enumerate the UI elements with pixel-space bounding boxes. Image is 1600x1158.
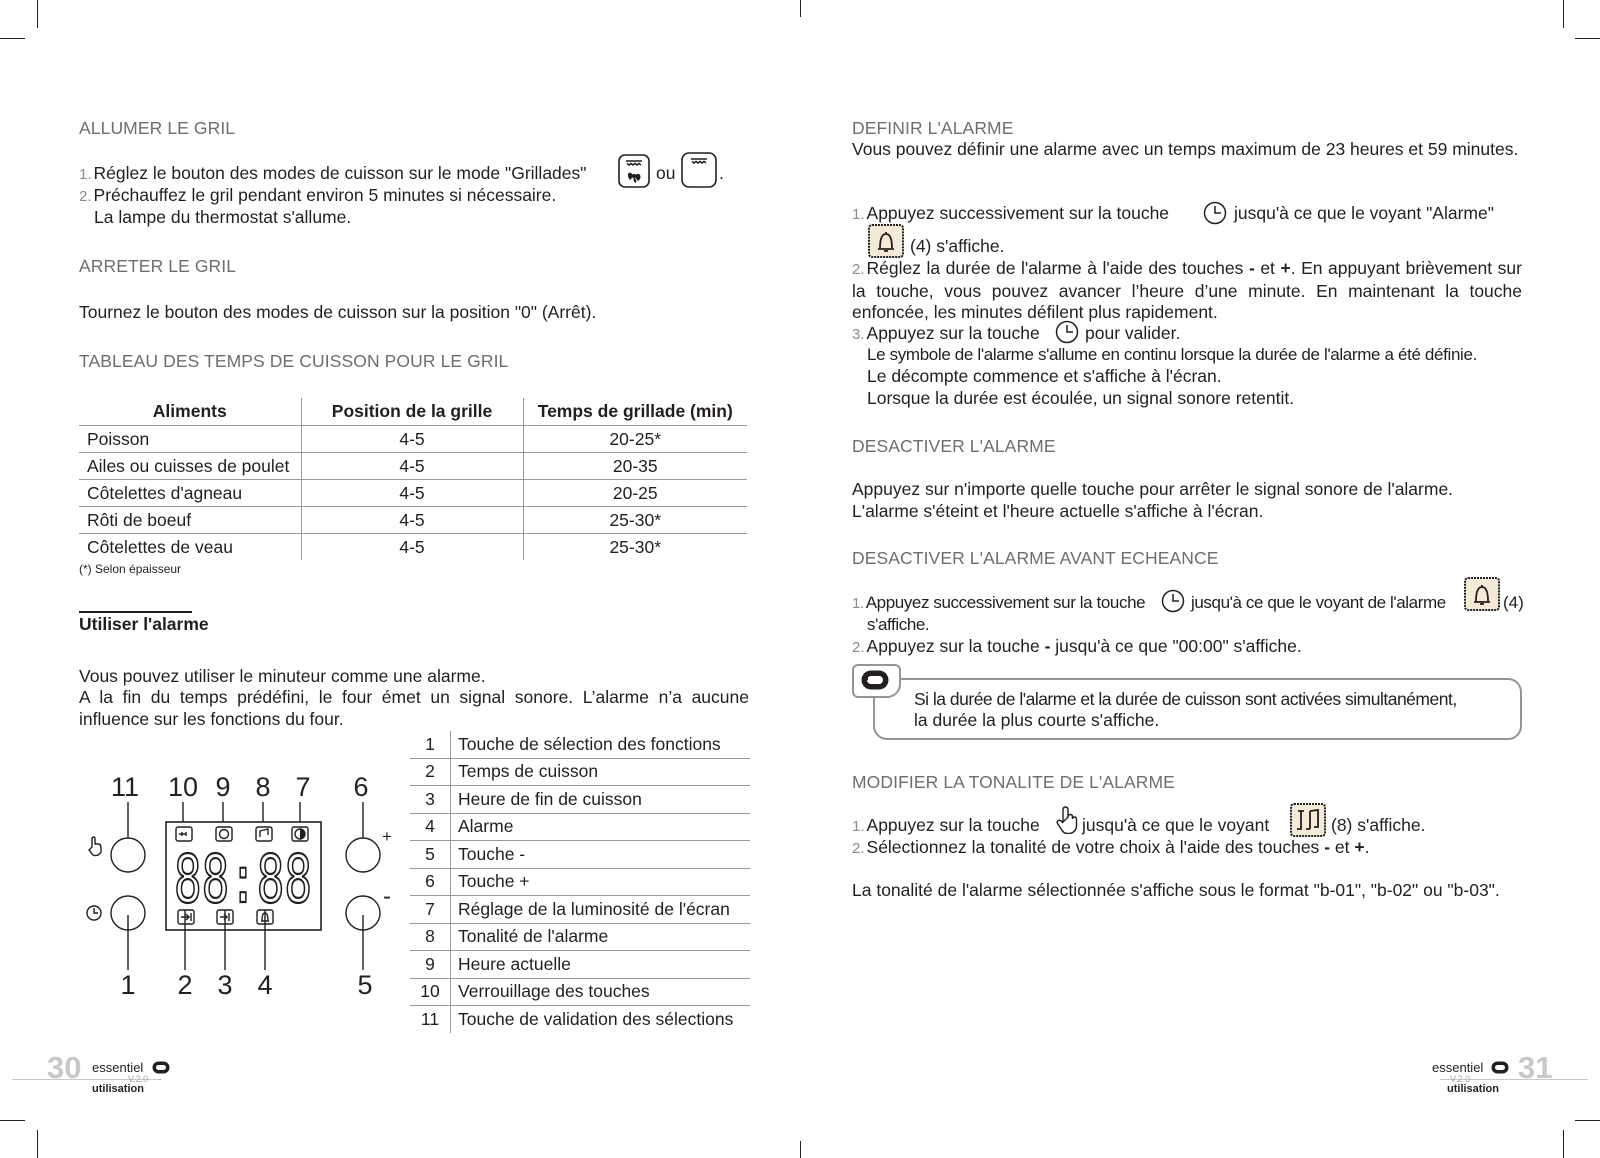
plus-key: + (1354, 837, 1365, 857)
step-number: 3. (852, 326, 865, 343)
legend-number: 10 (410, 978, 451, 1006)
legend-row (410, 923, 750, 951)
minus-key: - (1044, 636, 1051, 656)
step-text: Réglez la durée de l'alarme à l'aide des touches (866, 258, 1244, 278)
label-11: 11 (110, 772, 140, 802)
legend-number: 2 (410, 758, 451, 786)
label-1: 1 (120, 970, 136, 1000)
step-text: Appuyez successivement sur la touche (865, 593, 1146, 612)
step-text: Sélectionnez la tonalité de votre choix à l'aide des touches (866, 837, 1320, 857)
legend-number: 11 (410, 1006, 451, 1033)
table-header-row (79, 398, 747, 426)
legend-number: 7 (410, 896, 451, 924)
legend-row (410, 951, 750, 979)
brand-logo-icon (152, 1061, 170, 1079)
label-5: 5 (357, 970, 373, 1000)
step-number: 2. (852, 639, 865, 656)
legend-row (410, 786, 750, 814)
crop-mark (800, 1141, 801, 1158)
tonalite-step-1-b: jusqu'à ce que le voyant (1082, 815, 1270, 835)
crop-mark (37, 1130, 38, 1158)
definir-step-3 (852, 323, 1040, 346)
step-text: Appuyez sur la touche (866, 323, 1040, 343)
tonalite-step-2 (852, 837, 1369, 860)
avant-step-2 (852, 636, 1302, 659)
desactiver-line-2: L'alarme s'éteint et l'heure actuelle s'affiche à l'écran. (852, 501, 1264, 521)
avant-step-1-c: (4) (1503, 593, 1524, 612)
table-cell: 4-5 (301, 453, 523, 480)
crop-mark (1575, 1120, 1600, 1121)
tonalite-step-1-c: (8) s'affiche. (1331, 815, 1426, 835)
table-cell: 25-30* (523, 534, 747, 561)
section-label: utilisation (1447, 1083, 1499, 1095)
legend-number: 4 (410, 813, 451, 841)
tonalite-step-1 (852, 815, 1040, 838)
legend-row (410, 813, 750, 841)
version: V.2.0 (128, 1074, 149, 1084)
clock-icon (1161, 589, 1185, 618)
legend-number: 3 (410, 786, 451, 814)
legend-row (410, 731, 750, 758)
table-row (79, 534, 747, 561)
table-row (79, 507, 747, 534)
heading-definir: DEFINIR L'ALARME (852, 118, 1014, 138)
heading-tonalite: MODIFIER LA TONALITE DE L'ALARME (852, 772, 1175, 792)
table-cell: Rôti de boeuf (79, 507, 301, 534)
legend-label: Heure actuelle (451, 951, 751, 979)
crop-mark (1563, 0, 1564, 28)
table-cell: 25-30* (523, 507, 747, 534)
legend-label: Réglage de la luminosité de l'écran (451, 896, 751, 924)
label-6: 6 (353, 772, 369, 802)
version: V.2.0 (1450, 1074, 1471, 1084)
table-cell: Poisson (79, 426, 301, 453)
table-footnote: (*) Selon épaisseur (79, 562, 182, 576)
table-cell: Côtelettes d'agneau (79, 480, 301, 507)
minus-key: - (1248, 258, 1255, 278)
seven-segment-display: 88:88 (174, 841, 312, 918)
step-text: Réglez le bouton des modes de cuisson sur le mode "Grillades" (93, 163, 587, 183)
legend-label: Verrouillage des touches (451, 978, 751, 1006)
label-10: 10 (167, 772, 199, 802)
table-row (79, 426, 747, 453)
legend-number: 8 (410, 923, 451, 951)
minus-key: - (1324, 837, 1331, 857)
label-2: 2 (177, 970, 193, 1000)
legend-label: Touche - (451, 841, 751, 869)
brand-name: essentiel (92, 1060, 144, 1075)
label-3: 3 (217, 970, 233, 1000)
legend-row (410, 868, 750, 896)
step-end: . (1364, 837, 1370, 857)
hand-icon-diagram (89, 837, 101, 856)
step-text-cont: jusqu'à ce que "00:00" s'affiche. (1055, 636, 1302, 656)
heading-utiliser: Utiliser l'alarme (79, 614, 209, 634)
control-panel-diagram (80, 765, 410, 1005)
table-cell: 20-25* (523, 426, 747, 453)
legend-label: Alarme (451, 813, 751, 841)
step-1-end: . (719, 163, 724, 183)
avant-step-1 (852, 592, 1145, 615)
definir-step-3-b: pour valider. (1085, 323, 1181, 343)
label-7: 7 (295, 772, 311, 802)
definir-step-3-line-4: Lorsque la durée est écoulée, un signal sonore retentit. (867, 388, 1295, 408)
table-cell: 4-5 (301, 507, 523, 534)
desactiver-line-1: Appuyez sur n'importe quelle touche pour arrêter le signal sonore de l'alarme. (852, 479, 1454, 499)
table-row (79, 453, 747, 480)
page-number: 31 (1518, 1050, 1553, 1085)
table-row (79, 480, 747, 507)
table-header: Position de la grille (301, 398, 523, 426)
section-rule (79, 611, 192, 613)
legend-row (410, 896, 750, 924)
table-cell: Ailes ou cuisses de poulet (79, 453, 301, 480)
step-text-cont: . En appuyant brièvement sur la touche, vous pouvez avancer l’heure d’une minute. En maintenant la touche enfoncée, les minutes défilent plus rapidement. (852, 258, 1522, 322)
hand-icon (1056, 806, 1078, 839)
step-text: Appuyez successivement sur la touche (866, 203, 1170, 223)
crop-mark (800, 0, 801, 17)
legend-label: Touche de sélection des fonctions (451, 731, 751, 758)
diagram-legend-table (410, 731, 750, 1033)
heading-avant-echeance: DESACTIVER L'ALARME AVANT ECHEANCE (852, 548, 1219, 568)
step-number: 1. (852, 595, 864, 612)
heading-desactiver: DESACTIVER L'ALARME (852, 436, 1056, 456)
step-number: 1. (852, 818, 865, 835)
table-cell: 4-5 (301, 426, 523, 453)
step-number: 2. (79, 188, 92, 205)
crop-mark (0, 1120, 25, 1121)
definir-step-3-line-2: Le symbole de l'alarme s'allume en continu lorsque la durée de l'alarme a été définie. (867, 345, 1477, 364)
step-number: 2. (852, 840, 865, 857)
brand-logo-icon (861, 670, 889, 695)
brand-logo-icon (1491, 1061, 1509, 1079)
legend-label: Heure de fin de cuisson (451, 786, 751, 814)
legend-row (410, 758, 750, 786)
table-header: Temps de grillade (min) (523, 398, 747, 426)
table-cell: 4-5 (301, 534, 523, 561)
definir-step-3-line-3: Le décompte commence et s'affiche à l'écran. (867, 366, 1222, 386)
note-line-2: la durée la plus courte s'affiche. (914, 710, 1160, 730)
plus-key: + (1280, 258, 1291, 278)
cooking-time-table (79, 398, 747, 560)
table-cell: Côtelettes de veau (87, 536, 233, 557)
table-cell: 20-25 (523, 480, 747, 507)
intro-line-2: A la fin du temps prédéfini, le four émet un signal sonore. L’alarme n’a aucune influence sur les fonctions du four. (79, 687, 749, 729)
step-2-continued: La lampe du thermostat s'allume. (94, 207, 352, 227)
and-text: et (1334, 837, 1350, 857)
intro-line-1: Vous pouvez utiliser le minuteur comme une alarme. (79, 666, 486, 686)
legend-row (410, 841, 750, 869)
step-number: 1. (79, 166, 92, 183)
avant-step-1-d: s'affiche. (867, 615, 930, 634)
brand-name: essentiel (1432, 1060, 1484, 1075)
step-1-or: ou (656, 163, 676, 183)
note-line-1: Si la durée de l'alarme et la durée de cuisson sont activées simultanément, (914, 689, 1457, 709)
clock-icon (1203, 201, 1227, 230)
and-text: et (1260, 258, 1275, 278)
table-cell: 20-35 (523, 453, 747, 480)
heading-allumer: ALLUMER LE GRIL (79, 118, 236, 138)
definir-intro: Vous pouvez définir une alarme avec un temps maximum de 23 heures et 59 minutes. (852, 139, 1519, 159)
step-number: 2. (852, 261, 865, 278)
arreter-text: Tournez le bouton des modes de cuisson sur la position "0" (Arrêt). (79, 302, 597, 322)
page-number: 30 (47, 1050, 82, 1085)
minus-sign: - (383, 883, 391, 910)
legend-number: 5 (410, 841, 451, 869)
step-text: Appuyez sur la touche (866, 636, 1040, 656)
legend-row (410, 978, 750, 1006)
legend-number: 6 (410, 868, 451, 896)
legend-label: Touche de validation des sélections (458, 1008, 734, 1029)
legend-number: 9 (410, 951, 451, 979)
definir-step-1-b: jusqu'à ce que le voyant "Alarme" (1234, 203, 1494, 223)
definir-step-1-c: (4) s'affiche. (910, 236, 1005, 256)
definir-step-2 (852, 258, 1522, 324)
plus-sign: + (382, 827, 392, 846)
label-4: 4 (257, 970, 273, 1000)
avant-step-1-b: jusqu'à ce que le voyant de l'alarme (1191, 593, 1446, 612)
label-8: 8 (255, 772, 271, 802)
heading-tableau: TABLEAU DES TEMPS DE CUISSON POUR LE GRIL (79, 351, 509, 371)
step-text: Appuyez sur la touche (866, 815, 1040, 835)
legend-label: Tonalité de l'alarme (451, 923, 751, 951)
tonalite-format: La tonalité de l'alarme sélectionnée s'affiche sous le format "b-01", "b-02" ou "b-03". (852, 880, 1500, 900)
heading-arreter: ARRETER LE GRIL (79, 256, 237, 276)
crop-mark (0, 38, 25, 39)
crop-mark (1575, 38, 1600, 39)
legend-label: Touche + (451, 868, 751, 896)
section-label: utilisation (92, 1083, 144, 1095)
alarm-bell-icon (1464, 577, 1500, 616)
knob-6 (346, 838, 380, 872)
table-cell: 4-5 (301, 480, 523, 507)
label-9: 9 (215, 772, 231, 802)
legend-number: 1 (410, 731, 451, 758)
legend-label: Temps de cuisson (451, 758, 751, 786)
legend-row (410, 1006, 750, 1033)
crop-mark (1563, 1130, 1564, 1158)
knob-11 (111, 838, 145, 872)
crop-mark (37, 0, 38, 28)
table-header: Aliments (79, 398, 301, 426)
step-text: Préchauffez le gril pendant environ 5 minutes si nécessaire. (93, 185, 557, 205)
step-number: 1. (852, 206, 865, 223)
step-2 (79, 185, 759, 208)
